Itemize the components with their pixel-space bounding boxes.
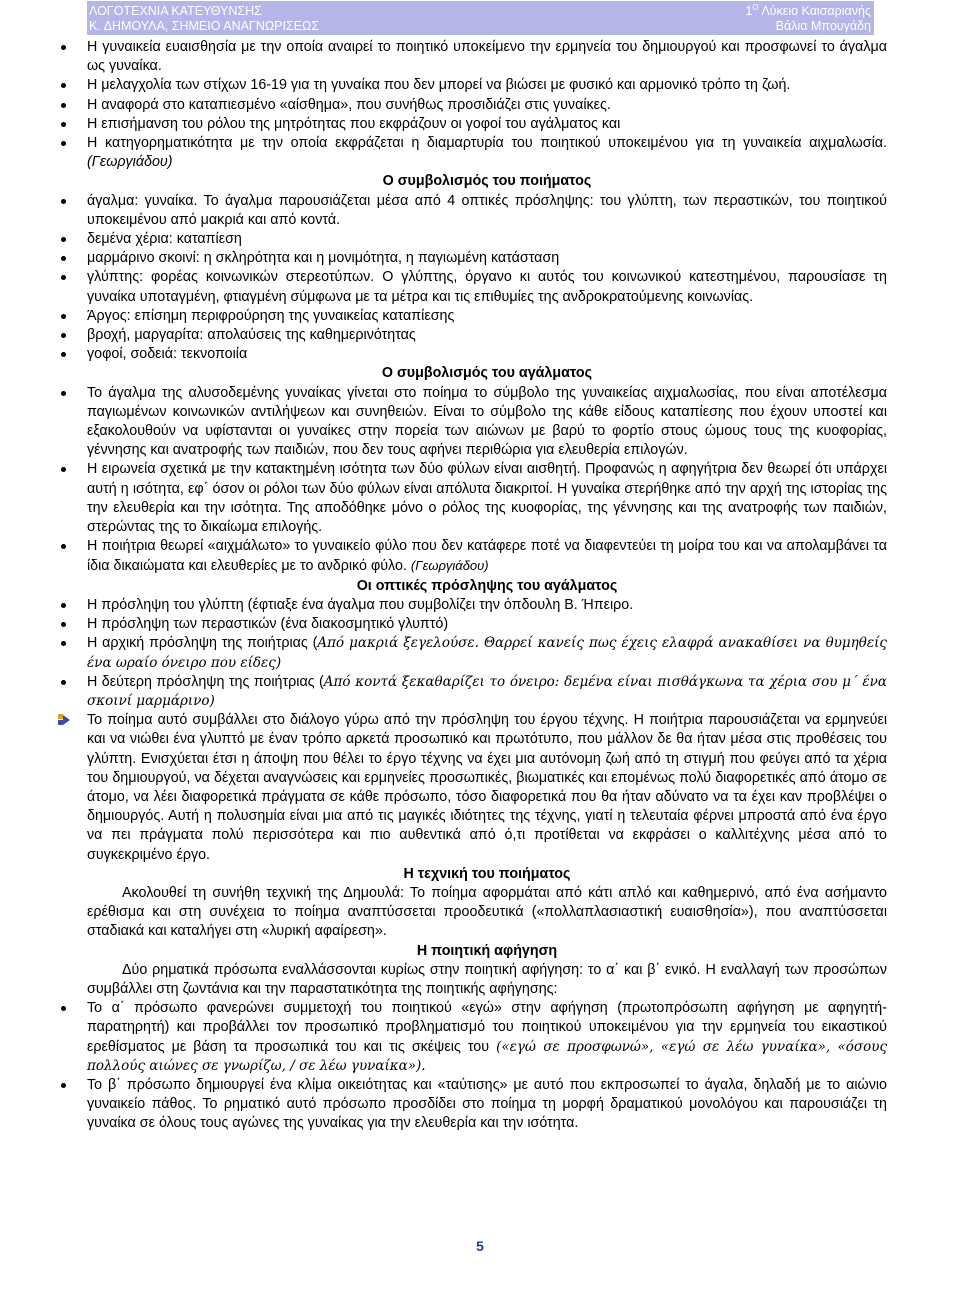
list-item: Η πρόσληψη των περαστικών (ένα διακοσμητικό γλυπτό) <box>87 615 887 634</box>
list-item: Το β΄ πρόσωπο δημιουργεί ένα κλίμα οικειότητας και «ταύτισης» με αυτό που εκπροσωπεί το άγαλα, δηλαδή με το αιώνιο γυναικείο πάθος. Το ρηματικό αυτό πρόσωπο προσδίδει στο ποίημα τη μορφή δραματικού μονολόγου και παρουσιάζει τη γυναίκα σε όλους τους αγώνες της γυναίκας για την ελευθερία και την ισότητα. <box>87 1076 887 1134</box>
header-school: $1^O$ Λύκειο Καισαριανής <box>745 3 871 18</box>
page-number: 5 <box>476 1238 484 1254</box>
document-body <box>87 38 887 1134</box>
list-item: Άργος: επίσημη περιφρούρηση της γυναικείας καταπίεσης <box>87 307 887 326</box>
list-item: Η ειρωνεία σχετικά με την κατακτημένη ισότητα των δύο φύλων είναι αισθητή. Προφανώς η αφηγήτρια δεν θεωρεί ότι υπάρχει αυτή η ισότητα, εφ΄ όσον οι ρόλοι των δύο φύλων είναι απόλυτα διακριτοί. Η γυναίκα στερήθηκε από την αρχή της ιστορίας της την ελευθερία και την ισότητα. Της αποδόθηκε μόνο ο ρόλος της κυοφορίας, της γέννησης και της ανατροφής των παιδιών, στερώντας της το δικαίωμα επιλογής. <box>87 460 887 537</box>
header-topic: Κ. ΔΗΜΟΥΛΑ, ΣΗΜΕΙΟ ΑΝΑΓΝΩΡΙΣΕΩΣ <box>89 18 320 33</box>
list-item: Η ποιήτρια θεωρεί «αιχμάλωτο» το γυναικείο φύλο που δεν κατάφερε ποτέ να διαφεντεύει τη μοίρα του και να απολαμβάνει τα ίδια δικαιώματα και ελευθερίες με το ανδρικό φύλο. (Γεωργιάδου) <box>87 537 887 576</box>
section-heading: Η ποιητική αφήγηση <box>416 942 558 959</box>
list-item: Η μελαγχολία των στίχων 16-19 για τη γυναίκα που δεν μπορεί να βιώσει με φυσικό και αρμονικό τρόπο τη ζωή. <box>87 76 887 95</box>
header-subject: ΛΟΓΟΤΕΧΝΙΑ ΚΑΤΕΥΘΥΝΣΗΣ <box>89 4 262 18</box>
page-header <box>87 1 874 35</box>
citation: (Γεωργιάδου) <box>87 154 173 171</box>
list-item: γοφοί, σοδειά: τεκνοποιία <box>87 345 887 364</box>
list-item: μαρμάρινο σκοινί: η σκληρότητα και η μονιμότητα, η παγιωμένη κατάσταση <box>87 249 887 268</box>
section-heading: Ο συμβολισμός του ποιήματος <box>382 173 592 190</box>
paragraph: Δύο ρηματικά πρόσωπα εναλλάσσονται κυρίως στην ποιητική αφήγηση: το α΄ και β΄ ενικό. Η εναλλαγή των προσώπων συμβάλλει στη ζωντάνια και την παραστατικότητα της ποιητικής αφήγησης: <box>87 961 887 997</box>
list-item: Η αρχική πρόσληψη της ποιήτριας (Από μακριά ξεγελούσε. Θαρρεί κανείς πως έχεις ελαφρά ανακαθίσει να θυμηθείς ένα ωραίο όνειρο που είδες) <box>87 634 887 672</box>
list-item: Η πρόσληψη του γλύπτη (έφτιαξε ένα άγαλμα που συμβολίζει την όπδουλη Β. Ήπειρο. <box>87 596 887 615</box>
section-heading: Η τεχνική του ποιήματος <box>403 865 571 882</box>
list-item: Η γυναικεία ευαισθησία με την οποία αναιρεί το ποιητικό υποκείμενο την ερμηνεία του δημιουργού και προσφωνεί το άγαλμα ως γυναίκα. <box>87 38 887 76</box>
list-item: Η αναφορά στο καταπιεσμένο «αίσθημα», που συνήθως προσιδιάζει στις γυναίκες. <box>87 96 887 115</box>
poem-quote: («εγώ σε προσφωνώ», «εγώ σε λέω γυναίκα», «όσους πολλούς αιώνες σε γνωρίζω, / σε λέω γυναίκα»). <box>87 1038 888 1074</box>
list-item: βροχή, μαργαρίτα: απολαύσεις της καθημερινότητας <box>87 326 887 345</box>
header-author: Βάλια Μπουγάδη <box>775 18 871 33</box>
poem-quote: Από μακριά ξεγελούσε. Θαρρεί κανείς πως έχεις ελαφρά ανακαθίσει να θυμηθείς ένα ωραίο όνειρο που είδες) <box>87 635 887 671</box>
header-left <box>89 4 319 33</box>
list-item: άγαλμα: γυναίκα. Το άγαλμα παρουσιάζεται μέσα από 4 οπτικές πρόσληψης: του γλύπτη, των περαστικών, του ποιητικού υποκειμένου από μακριά και από κοντά. <box>87 192 887 230</box>
citation: (Γεωργιάδου) <box>410 558 489 574</box>
header-right <box>745 4 871 33</box>
list-item: Το ποίημα αυτό συμβάλλει στο διάλογο γύρω από την πρόσληψη του έργου τέχνης. Η ποιήτρια παρουσιάζεται να ερμηνεύει και να νιώθει ένα γλυπτό με έναν τρόπο αρκετά προσωπικό και πρωτότυπο, που μάλλον δε θα ήταν μέσα στις προθέσεις του γλύπτη. Ενισχύεται έτσι η άποψη που θέλει το έργο τέχνης να έχει μια αυτόνομη ζωή από τη στιγμή που φεύγει από τα χέρια του δημιουργού, να δέχεται αναγνώσεις και ερμηνείες προσωπικές, βιωματικές και επομένως πολύ διαφορετικές από άτομο σε άτομο, να λέει διαφορετικά πράγματα σε κάθε πρόσωπο, τόσο διαφορετικά που θα ήταν αδύνατο να τα έχει καν προβλέψει ο δημιουργός. Αυτή η πολυσημία είναι μια από τις μαγικές ιδιότητες της τέχνης, γιατί η τελευταία φέρνει μπροστά από ένα έργο να πει πράγματα πολύ περισσότερα και πιο αυθεντικά από ό,τι προτίθεται να εκφράσει ο καλλιτέχνης μέσα από το συγκεκριμένο έργο. <box>87 711 887 865</box>
section-heading: Οι οπτικές πρόσληψης του αγάλματος <box>356 577 618 594</box>
list-item: Το α΄ πρόσωπο φανερώνει συμμετοχή του ποιητικού «εγώ» στην αφήγηση (πρωτοπρόσωπη αφήγηση με αφηγητή-παρατηρητή) και προβάλλει τον προσωπικό προβληματισμό του ποιητικού υποκειμένου για την ερμηνεία του εικαστικού ερεθίσματος με βάση τα προσωπικά του και τις σκέψεις του («εγώ σε προσφωνώ», «εγώ σε λέω γυναίκα», «όσους πολλούς αιώνες σε γνωρίζω, / σε λέω γυναίκα»). <box>87 999 887 1076</box>
paragraph: Ακολουθεί τη συνήθη τεχνική της Δημουλά: Το ποίημα αφορμάται από κάτι απλό και καθημερινό, από ένα ασήμαντο ερέθισμα και στη συνέχεια το ποίημα αναπτύσσεται προοδευτικά («πολλαπλασιαστική ευαισθησία»), που αναπτύσσεται σταδιακά και καταλήγει στη «λυρική αφαίρεση». <box>87 884 887 940</box>
list-item: Η επισήμανση του ρόλου της μητρότητας που εκφράζουν οι γοφοί του αγάλματος και <box>87 115 887 134</box>
section-heading: Ο συμβολισμός του αγάλματος <box>381 365 593 382</box>
list-item: Η κατηγορηματικότητα με την οποία εκφράζεται η διαμαρτυρία του ποιητικού υποκειμένου για τη γυναικεία αιχμαλωσία. (Γεωργιάδου) <box>87 134 887 172</box>
list-item: Η δεύτερη πρόσληψη της ποιήτριας (Από κοντά ξεκαθαρίζει το όνειρο: δεμένα είναι πισθάγκωνα τα χέρια σου μ΄ ένα σκοινί μαρμάρινο) <box>87 673 887 711</box>
list-item: δεμένα χέρια: καταπίεση <box>87 230 887 249</box>
list-item: γλύπτης: φορέας κοινωνικών στερεοτύπων. Ο γλύπτης, όργανο κι αυτός του κοινωνικού κατεστημένου, παρουσίασε τη γυναίκα υποταγμένη, φτιαγμένη σύμφωνα με τα μέτρα και τις επιθυμίες της ανδροκρατούμενης κοινωνίας. <box>87 268 887 306</box>
poem-quote: Από κοντά ξεκαθαρίζει το όνειρο: δεμένα είναι πισθάγκωνα τα χέρια σου μ΄ ένα σκοινί μαρμάρινο) <box>87 673 887 709</box>
bullet-arrow-icon <box>57 713 71 727</box>
list-item: Το άγαλμα της αλυσοδεμένης γυναίκας γίνεται στο ποίημα το σύμβολο της γυναικείας αιχμαλωσίας, που είναι αποτέλεσμα παγιωμένων κοινωνικών αντιλήψεων και συνηθειών. Είναι το σύμβολο της κάθε είδους καταπίεσης που έχουν υποστεί και εξακολουθούν να υφίστανται οι γυναίκες στην πορεία των αιώνων με βαρύ το φορτίο στους ώμους τους της κυοφορίας, γέννησης και ανατροφής των παιδιών, που δεν τους αφήνει περιθώρια για ελευθερία επιλογών. <box>87 384 887 461</box>
